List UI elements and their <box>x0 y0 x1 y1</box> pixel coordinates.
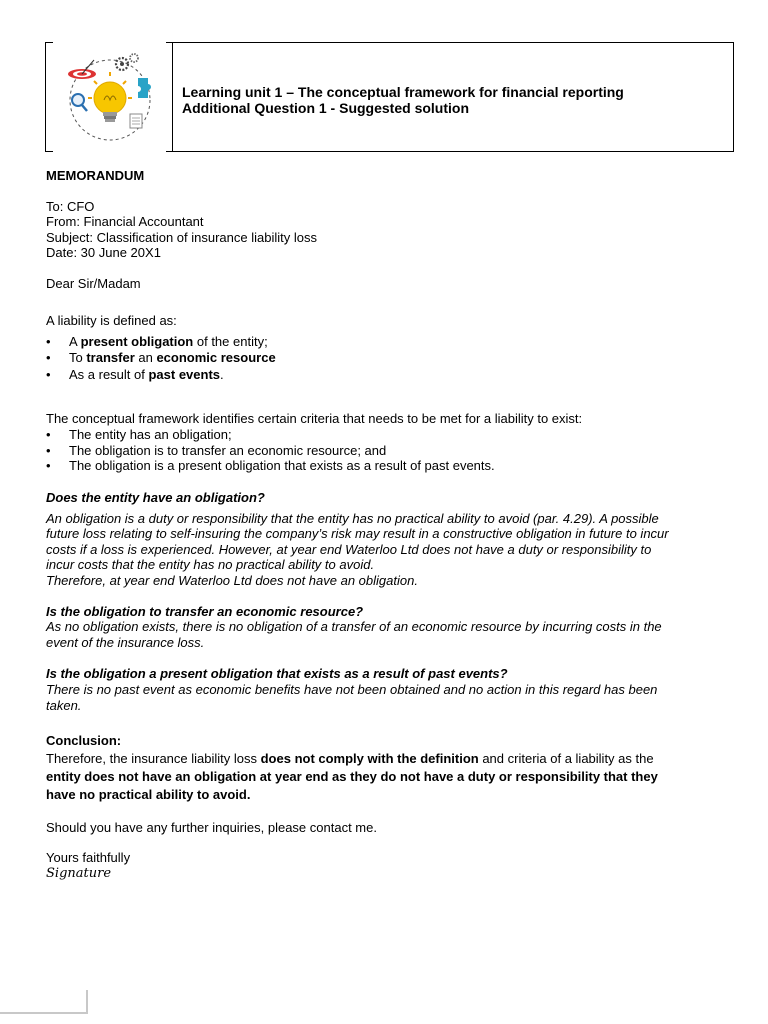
q2-heading: Is the obligation to transfer an economic resource? <box>46 604 364 619</box>
page-corner-mark <box>0 990 88 1014</box>
memo-subject: Subject: Classification of insurance liability loss <box>46 230 317 245</box>
lightbulb-logo-icon <box>60 50 160 146</box>
definition-intro: A liability is defined as: <box>46 313 177 328</box>
q1-heading: Does the entity have an obligation? <box>46 490 265 505</box>
memo-heading: MEMORANDUM <box>46 168 145 183</box>
header-left-bracket <box>45 42 53 152</box>
memo-date: Date: 30 June 20X1 <box>46 245 161 260</box>
q1-line-2: future loss relating to self-insuring the company’s risk may result in a constructive obligation in future to incur <box>46 526 669 541</box>
header-title-line2: Additional Question 1 - Suggested solution <box>182 100 469 116</box>
q1-line-1: An obligation is a duty or responsibility that the entity has no practical ability to avoid (par. 4.29). A possible <box>46 511 659 526</box>
q3-line-2: taken. <box>46 698 82 713</box>
q2-line-1: As no obligation exists, there is no obligation of a transfer of an economic resource by incurring costs in the <box>46 619 662 634</box>
conclusion-line-2: entity does not have an obligation at year end as they do not have a duty or responsibility that they <box>46 769 658 784</box>
q1-line-5: Therefore, at year end Waterloo Ltd does not have an obligation. <box>46 573 418 588</box>
signature: Signature <box>46 866 112 881</box>
memo-from: From: Financial Accountant <box>46 214 204 229</box>
criteria-intro: The conceptual framework identifies certain criteria that needs to be met for a liability to exist: <box>46 411 583 426</box>
q3-heading: Is the obligation a present obligation that exists as a result of past events? <box>46 666 508 681</box>
memo-to: To: CFO <box>46 199 95 214</box>
q1-line-4: incur costs that the entity has no practical ability to avoid. <box>46 557 375 572</box>
further-inquiries: Should you have any further inquiries, please contact me. <box>46 820 377 835</box>
conclusion-line-1: Therefore, the insurance liability loss does not comply with the definition and criteria of a liability as the <box>46 751 654 766</box>
conclusion-line-3: have no practical ability to avoid. <box>46 787 251 802</box>
q2-line-2: event of the insurance loss. <box>46 635 205 650</box>
q3-line-1: There is no past event as economic benefits have not been obtained and no action in this regard has been <box>46 682 658 697</box>
header-title <box>182 84 624 116</box>
conclusion-heading: Conclusion: <box>46 733 122 748</box>
header-title-line1: Learning unit 1 – The conceptual framework for financial reporting <box>182 84 624 100</box>
closing: Yours faithfully <box>46 850 131 865</box>
q1-line-3: costs if a loss is experienced. However, at year end Waterloo Ltd does not have a duty or responsibility to <box>46 542 652 557</box>
memo-greeting: Dear Sir/Madam <box>46 276 141 291</box>
